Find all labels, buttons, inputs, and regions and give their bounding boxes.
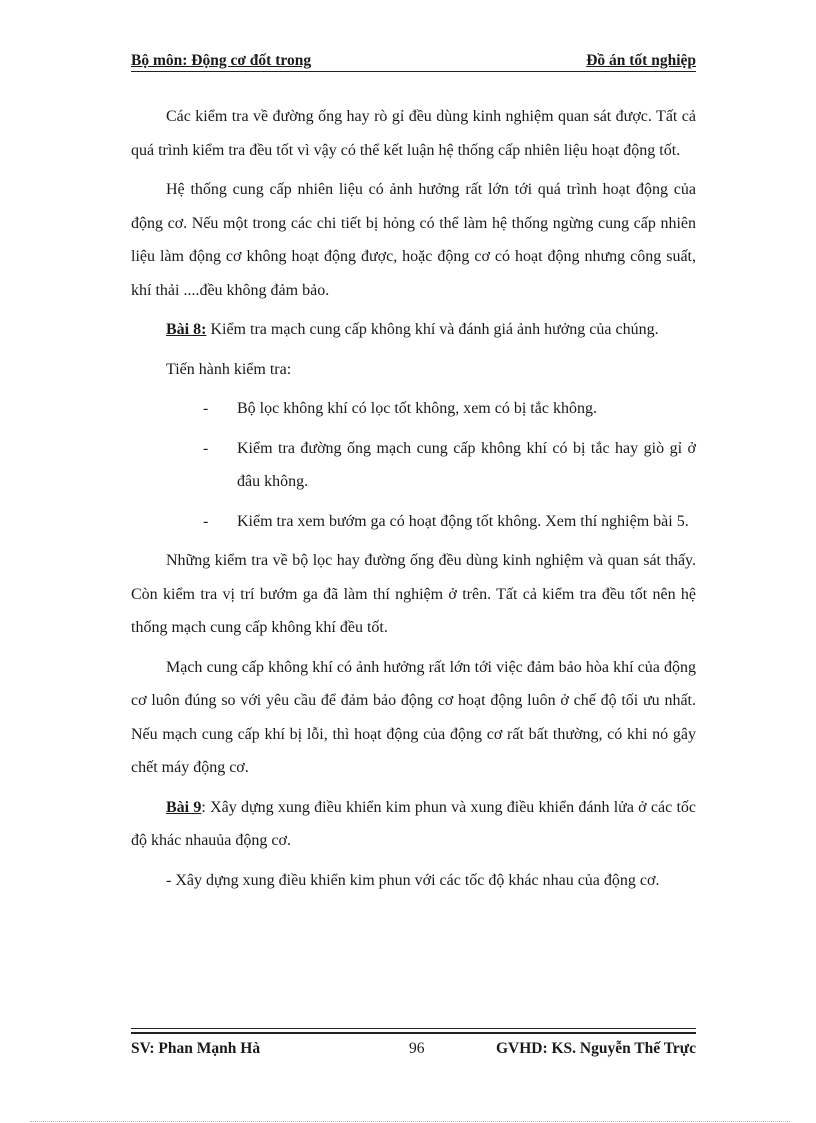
- exercise-9-heading: [131, 791, 696, 858]
- list-item-text: Kiểm tra xem bướm ga có hoạt động tốt không. Xem thí nghiệm bài 5.: [237, 512, 689, 530]
- footer-supervisor: GVHD: KS. Nguyễn Thế Trực: [495, 1040, 696, 1057]
- paragraph-filter-check: Những kiểm tra về bộ lọc hay đường ống đều dùng kinh nghiệm và quan sát thấy. Còn kiểm tra vị trí bướm ga đã làm thí nghiệm ở trên. Tất cả kiểm tra đều tốt nên hệ thống mạch cung cấp không khí đều tốt.: [131, 552, 696, 636]
- header-department: Bộ môn: Động cơ đốt trong: [131, 52, 312, 69]
- footer-divider-thick: [131, 1032, 696, 1034]
- paragraph-injector-pulse: - Xây dựng xung điều khiển kim phun với các tốc độ khác nhau của động cơ.: [166, 871, 660, 889]
- page-header: [131, 52, 696, 72]
- list-dash: -: [203, 400, 209, 417]
- paragraph-pipe-check: Các kiểm tra về đường ống hay rò gỉ đều dùng kinh nghiệm quan sát được. Tất cả quá trình kiểm tra đều tốt vì vậy có thể kết luận hệ thống cấp nhiên liệu hoạt động tốt.: [131, 108, 696, 159]
- exercise-8-label: Bài 8:: [166, 321, 207, 338]
- footer-student: SV: Phan Mạnh Hà: [131, 1040, 261, 1057]
- list-item-text: Kiểm tra đường ống mạch cung cấp không khí có bị tắc hay giò gỉ ở đâu không.: [237, 439, 696, 490]
- list-item: [131, 432, 696, 499]
- exercise-8-heading: [131, 313, 696, 347]
- paragraph-air-circuit: Mạch cung cấp không khí có ảnh hưởng rất lớn tới việc đảm bảo hòa khí của động cơ luôn đúng so với yêu cầu để đảm bảo động cơ hoạt động luôn ở chế độ tối ưu nhất. Nếu mạch cung cấp khí bị lỗi, thì hoạt động của động cơ rất bất thường, có khi nó gây chết máy động cơ.: [131, 658, 696, 776]
- page-bottom-edge: [30, 1121, 790, 1122]
- footer-divider-thin: [131, 1028, 696, 1029]
- page-body: [131, 100, 696, 903]
- list-item: [131, 392, 696, 426]
- procedure-intro: Tiến hành kiểm tra:: [166, 360, 292, 378]
- paragraph-fuel-system: Hệ thống cung cấp nhiên liệu có ảnh hưởng rất lớn tới quá trình hoạt động của động cơ. Nếu một trong các chi tiết bị hỏng có thể làm hệ thống ngừng cung cấp nhiên liệu làm động cơ không hoạt động được, hoặc động cơ có hoạt động nhưng công suất, khí thải ....đều không đảm bảo.: [131, 181, 696, 299]
- list-dash: -: [203, 512, 209, 530]
- list-item-text: Bộ lọc không khí có lọc tốt không, xem có bị tắc không.: [237, 400, 597, 417]
- header-divider: [131, 71, 696, 72]
- exercise-9-label: Bài 9: [166, 798, 202, 816]
- header-document-type: Đồ án tốt nghiệp: [586, 52, 696, 69]
- footer-page-number: 96: [409, 1040, 425, 1057]
- list-item: [131, 505, 696, 539]
- page-footer: [131, 1040, 696, 1060]
- exercise-8-title: Kiểm tra mạch cung cấp không khí và đánh giá ảnh hưởng của chúng.: [206, 321, 659, 338]
- exercise-9-title: : Xây dựng xung điều khiển kim phun và xung điều khiển đánh lửa ở các tốc độ khác nhauủa động cơ.: [131, 798, 696, 849]
- list-dash: -: [203, 439, 209, 457]
